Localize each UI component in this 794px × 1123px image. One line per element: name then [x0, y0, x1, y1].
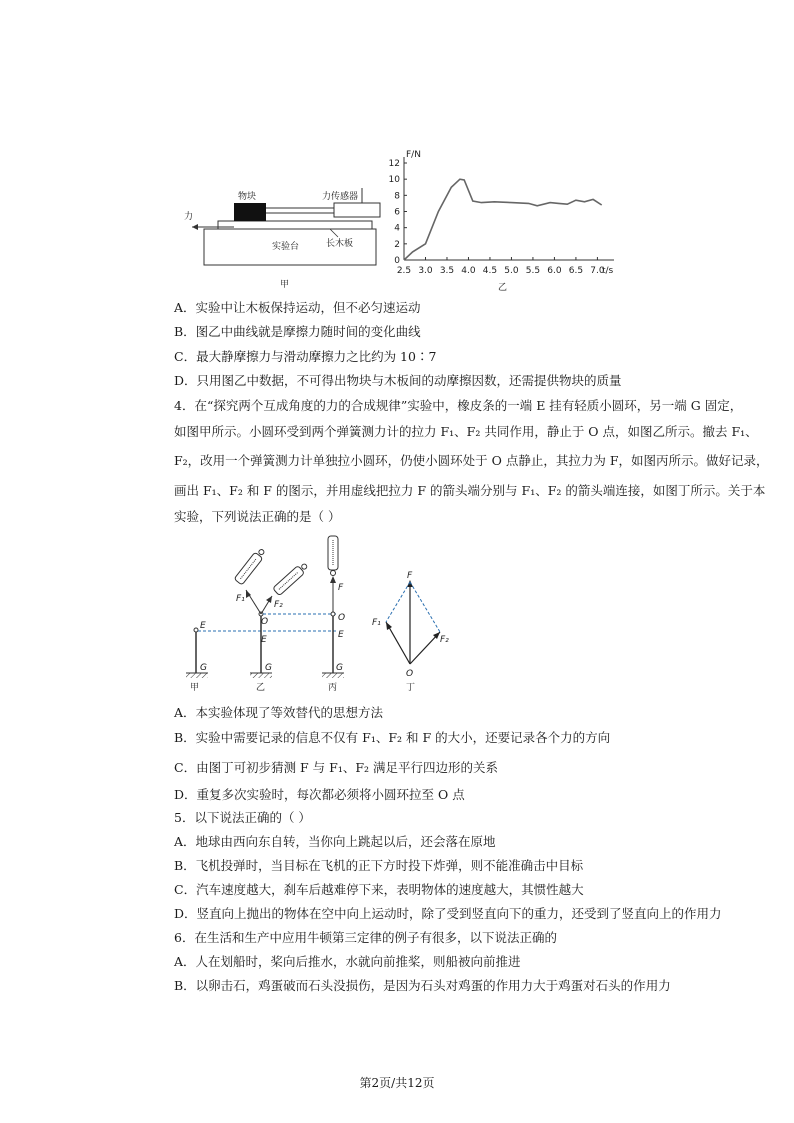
q3-option-a: A．实验中让木板保持运动，但不必匀速运动	[174, 300, 421, 315]
apparatus-figure	[180, 183, 390, 293]
label-f2-ding: F₂	[440, 635, 449, 645]
q5-option-b: B．飞机投弹时，当目标在飞机的正下方时投下炸弹，则不能准确击中目标	[174, 858, 584, 873]
q4-stem-line-2: 如图甲所示。小圆环受到两个弹簧测力计的拉力 F₁、F₂ 共同作用，静止于 O 点，如图乙所示。撤去 F₁、	[174, 424, 758, 439]
x-tick-label: 7.0	[590, 266, 605, 276]
series-line	[404, 179, 602, 260]
label-f1-yi: F₁	[236, 594, 245, 604]
force-time-chart	[384, 145, 624, 295]
label-o-yi: O	[261, 617, 269, 627]
q5-option-c: C．汽车速度越大，刹车后越难停下来，表明物体的速度越大，其惯性越大	[174, 882, 584, 897]
x-tick-label: 4.0	[461, 266, 476, 276]
board-rect	[218, 221, 372, 229]
board-label: 长木板	[326, 239, 354, 249]
force-composition-figure	[180, 530, 470, 700]
q5-option-a: A．地球由西向东自转，当你向上跳起以后，还会落在原地	[174, 834, 496, 849]
x-tick-label: 3.5	[439, 266, 455, 276]
q5-stem: 5．以下说法正确的（ ）	[174, 810, 311, 825]
block-label: 物块	[238, 192, 257, 202]
table-label: 实验台	[272, 242, 300, 252]
label-g-jia: G	[200, 663, 207, 673]
q4-option-c: C．由图丁可初步猜测 F 与 F₁、F₂ 满足平行四边形的关系	[174, 760, 498, 775]
y-tick-label: 4	[394, 223, 400, 234]
q4-option-d: D．重复多次实验时，每次都必须将小圆环拉至 O 点	[174, 787, 465, 802]
caption-jia-2: 甲	[190, 683, 200, 693]
caption-yi-2: 乙	[256, 683, 266, 693]
q6-stem: 6．在生活和生产中应用牛顿第三定律的例子有很多，以下说法正确的	[174, 930, 557, 945]
q4-stem-line-5: 实验，下列说法正确的是（ ）	[174, 509, 341, 524]
x-tick-label: 2.5	[396, 266, 412, 276]
q6-option-b: B．以卵击石，鸡蛋破而石头没损伤，是因为石头对鸡蛋的作用力大于鸡蛋对石头的作用力	[174, 978, 671, 993]
caption-yi-1: 乙	[498, 283, 508, 293]
q5-option-d: D．竖直向上抛出的物体在空中向上运动时，除了受到竖直向下的重力，还受到了竖直向上的作用力	[174, 906, 722, 921]
q6-option-a: A．人在划船时，桨向后推水，水就向前推桨，则船被向前推进	[174, 954, 521, 969]
y-tick-label: 2	[394, 239, 400, 250]
sensor-label: 力传感器	[322, 192, 359, 202]
sensor-rect	[334, 203, 380, 217]
q3-option-b: B．图乙中曲线就是摩擦力随时间的变化曲线	[174, 324, 421, 339]
q3-option-c: C．最大静摩擦力与滑动摩擦力之比约为 10∶7	[174, 349, 437, 364]
q4-option-a: A．本实验体现了等效替代的思想方法	[174, 705, 384, 720]
label-o-bing: O	[338, 613, 346, 623]
q4-stem-line-1: 4．在“探究两个互成角度的力的合成规律”实验中，橡皮条的一端 E 挂有轻质小圆环，另一端 G 固定，	[174, 398, 743, 413]
force-label: 力	[184, 212, 194, 222]
x-tick-label: 6.0	[547, 266, 562, 276]
y-tick-label: 10	[388, 175, 400, 186]
label-g-yi: G	[265, 663, 272, 673]
y-tick-label: 12	[388, 159, 400, 169]
x-axis-label: t/s	[602, 266, 614, 276]
page-footer: 第2页/共12页	[359, 1076, 435, 1090]
x-tick-label: 5.0	[504, 266, 519, 276]
q4-option-b: B．实验中需要记录的信息不仅有 F₁、F₂ 和 F 的大小，还要记录各个力的方向	[174, 730, 611, 745]
x-tick-label: 5.5	[525, 266, 541, 276]
x-tick-label: 3.0	[418, 266, 433, 276]
x-tick-label: 6.5	[568, 266, 584, 276]
label-e-jia: E	[200, 621, 206, 631]
y-tick-label: 0	[394, 256, 400, 266]
y-tick-label: 6	[394, 207, 400, 218]
caption-bing: 丙	[328, 683, 338, 693]
label-o-ding: O	[406, 669, 414, 679]
label-f2-yi: F₂	[274, 600, 283, 610]
q3-option-d: D．只用图乙中数据，不可得出物块与木板间的动摩擦因数，还需提供物块的质量	[174, 373, 622, 388]
label-e-yi: E	[261, 635, 267, 645]
label-f1-ding: F₁	[372, 618, 381, 628]
spring-scale-3	[328, 536, 338, 576]
q4-stem-line-3: F₂，改用一个弹簧测力计单独拉小圆环，仍使小圆环处于 O 点静止，其拉力为 F，如图丙所示。做好记录，	[174, 453, 769, 468]
y-axis-label: F/N	[406, 150, 421, 160]
caption-ding: 丁	[406, 683, 416, 693]
label-f-bing: F	[338, 583, 344, 593]
label-f-ding: F	[407, 571, 413, 581]
x-tick-label: 4.5	[482, 266, 498, 276]
spring-scale-1	[234, 547, 267, 585]
block-rect	[234, 203, 266, 221]
y-tick-label: 8	[394, 191, 400, 202]
q4-stem-line-4: 画出 F₁、F₂ 和 F 的图示，并用虚线把拉力 F 的箭头端分别与 F₁、F₂ 的箭头端连接，如图丁所示。关于本	[174, 483, 766, 498]
label-g-bing: G	[336, 663, 343, 673]
caption-jia-1: 甲	[280, 280, 290, 290]
spring-scale-2	[273, 561, 310, 596]
label-e-bing: E	[338, 630, 344, 640]
